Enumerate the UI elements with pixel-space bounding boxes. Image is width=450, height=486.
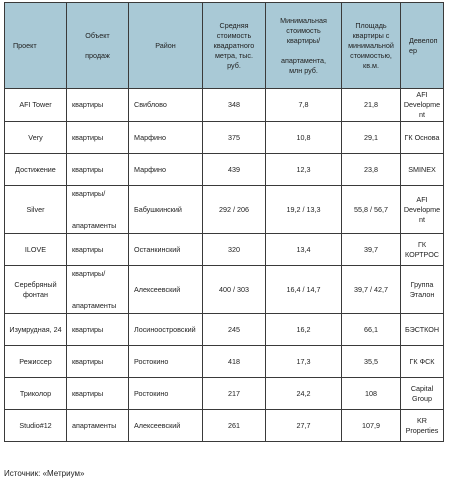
- header-area: [342, 3, 401, 89]
- cell-object: квартиры: [67, 89, 129, 122]
- cell-project: ILOVE: [5, 234, 67, 266]
- cell-district: Лосиноостровский: [129, 314, 203, 346]
- cell-project: Studio#12: [5, 410, 67, 442]
- table-row: [5, 266, 444, 314]
- cell-price-sqm: 292 / 206: [203, 186, 266, 234]
- header-line: стоимость: [286, 25, 321, 35]
- header-developer: [401, 3, 444, 89]
- cell-project: Достижение: [5, 154, 67, 186]
- cell-object: квартиры: [67, 346, 129, 378]
- table-row: [5, 346, 444, 378]
- cell-project: Режиссер: [5, 346, 67, 378]
- header-line: метра, тыс.: [214, 50, 254, 60]
- cell-developer: SMINEX: [401, 154, 444, 186]
- header-line: квартиры с: [352, 30, 390, 40]
- cell-price-sqm: 261: [203, 410, 266, 442]
- header-min-price: [266, 3, 342, 89]
- cell-object: квартиры: [67, 314, 129, 346]
- object-type-line: апартаменты: [72, 220, 117, 230]
- header-line: апартамента,: [280, 55, 327, 65]
- header-line: млн руб.: [289, 65, 318, 75]
- cell-area: 66,1: [342, 314, 401, 346]
- header-line: руб.: [227, 60, 241, 70]
- object-type-line: квартиры/: [72, 188, 106, 198]
- source-note: Источник: «Метриум»: [4, 469, 85, 478]
- cell-district: Марфино: [129, 122, 203, 154]
- cell-price-sqm: 348: [203, 89, 266, 122]
- cell-developer: KR Properties: [401, 410, 444, 442]
- header-line: Минимальная: [280, 15, 327, 25]
- cell-object: апартаменты: [67, 410, 129, 442]
- cell-district: Алексеевский: [129, 266, 203, 314]
- projects-table: [4, 2, 444, 442]
- header-line: [268, 46, 339, 56]
- header-line: [69, 41, 126, 51]
- header-line: Проект: [13, 40, 37, 50]
- cell-min-price: 27,7: [266, 410, 342, 442]
- cell-area: 29,1: [342, 122, 401, 154]
- cell-developer: БЭСТКОН: [401, 314, 444, 346]
- header-line: Девелопер: [409, 35, 438, 55]
- cell-min-price: 19,2 / 13,3: [266, 186, 342, 234]
- cell-area: 55,8 / 56,7: [342, 186, 401, 234]
- cell-district: Бабушкинский: [129, 186, 203, 234]
- table-row: [5, 234, 444, 266]
- cell-project: Silver: [5, 186, 67, 234]
- cell-developer: ГК КОРТРОС: [401, 234, 444, 266]
- cell-project: AFI Tower: [5, 89, 67, 122]
- header-project: [5, 3, 67, 89]
- cell-district: Останкинский: [129, 234, 203, 266]
- cell-min-price: 16,4 / 14,7: [266, 266, 342, 314]
- header-line: квадратного: [213, 40, 255, 50]
- header-row: [5, 3, 444, 89]
- table-row: [5, 186, 444, 234]
- cell-object: [67, 266, 129, 314]
- header-line: стоимость: [216, 30, 252, 40]
- cell-district: Алексеевский: [129, 410, 203, 442]
- object-type-line: апартаменты: [72, 300, 117, 310]
- cell-price-sqm: 320: [203, 234, 266, 266]
- cell-area: 107,9: [342, 410, 401, 442]
- cell-object: квартиры: [67, 234, 129, 266]
- cell-min-price: 7,8: [266, 89, 342, 122]
- cell-min-price: 24,2: [266, 378, 342, 410]
- cell-area: 21,8: [342, 89, 401, 122]
- cell-district: Ростокино: [129, 346, 203, 378]
- header-district: [129, 3, 203, 89]
- header-price-sqm: [203, 3, 266, 89]
- cell-project: Very: [5, 122, 67, 154]
- cell-area: 35,5: [342, 346, 401, 378]
- table-body: [5, 89, 444, 442]
- object-type-line: квартиры/: [72, 268, 106, 278]
- cell-price-sqm: 418: [203, 346, 266, 378]
- table-row: [5, 378, 444, 410]
- cell-min-price: 13,4: [266, 234, 342, 266]
- cell-district: Марфино: [129, 154, 203, 186]
- cell-project: Изумрудная, 24: [5, 314, 67, 346]
- cell-project: Серебряный фонтан: [5, 266, 67, 314]
- cell-object: квартиры: [67, 122, 129, 154]
- table-row: [5, 89, 444, 122]
- cell-min-price: 17,3: [266, 346, 342, 378]
- header-object: [67, 3, 129, 89]
- cell-area: 39,7: [342, 234, 401, 266]
- cell-min-price: 12,3: [266, 154, 342, 186]
- table-row: [5, 154, 444, 186]
- cell-min-price: 16,2: [266, 314, 342, 346]
- cell-area: 108: [342, 378, 401, 410]
- header-line: квартиры/: [286, 35, 321, 45]
- cell-developer: ГК ФСК: [401, 346, 444, 378]
- cell-object: квартиры: [67, 154, 129, 186]
- header-line: Район: [155, 40, 176, 50]
- header-line: минимальной: [348, 40, 394, 50]
- table-row: [5, 410, 444, 442]
- cell-developer: Группа Эталон: [401, 266, 444, 314]
- cell-price-sqm: 400 / 303: [203, 266, 266, 314]
- cell-object: квартиры: [67, 378, 129, 410]
- cell-area: 23,8: [342, 154, 401, 186]
- cell-district: Ростокино: [129, 378, 203, 410]
- cell-district: Свиблово: [129, 89, 203, 122]
- header-line: стоимостью,: [350, 50, 392, 60]
- table-row: [5, 122, 444, 154]
- header-line: Площадь: [355, 20, 387, 30]
- cell-min-price: 10,8: [266, 122, 342, 154]
- table-row: [5, 314, 444, 346]
- header-line: Объект: [85, 30, 110, 40]
- cell-area: 39,7 / 42,7: [342, 266, 401, 314]
- cell-developer: ГК Основа: [401, 122, 444, 154]
- cell-developer: AFI Development: [401, 89, 444, 122]
- header-line: продаж: [85, 50, 110, 60]
- cell-developer: Capital Group: [401, 378, 444, 410]
- cell-price-sqm: 375: [203, 122, 266, 154]
- cell-price-sqm: 245: [203, 314, 266, 346]
- cell-object: [67, 186, 129, 234]
- cell-developer: AFI Development: [401, 186, 444, 234]
- header-line: кв.м.: [363, 60, 379, 70]
- cell-project: Триколор: [5, 378, 67, 410]
- cell-price-sqm: 217: [203, 378, 266, 410]
- cell-price-sqm: 439: [203, 154, 266, 186]
- header-line: Средняя: [219, 20, 249, 30]
